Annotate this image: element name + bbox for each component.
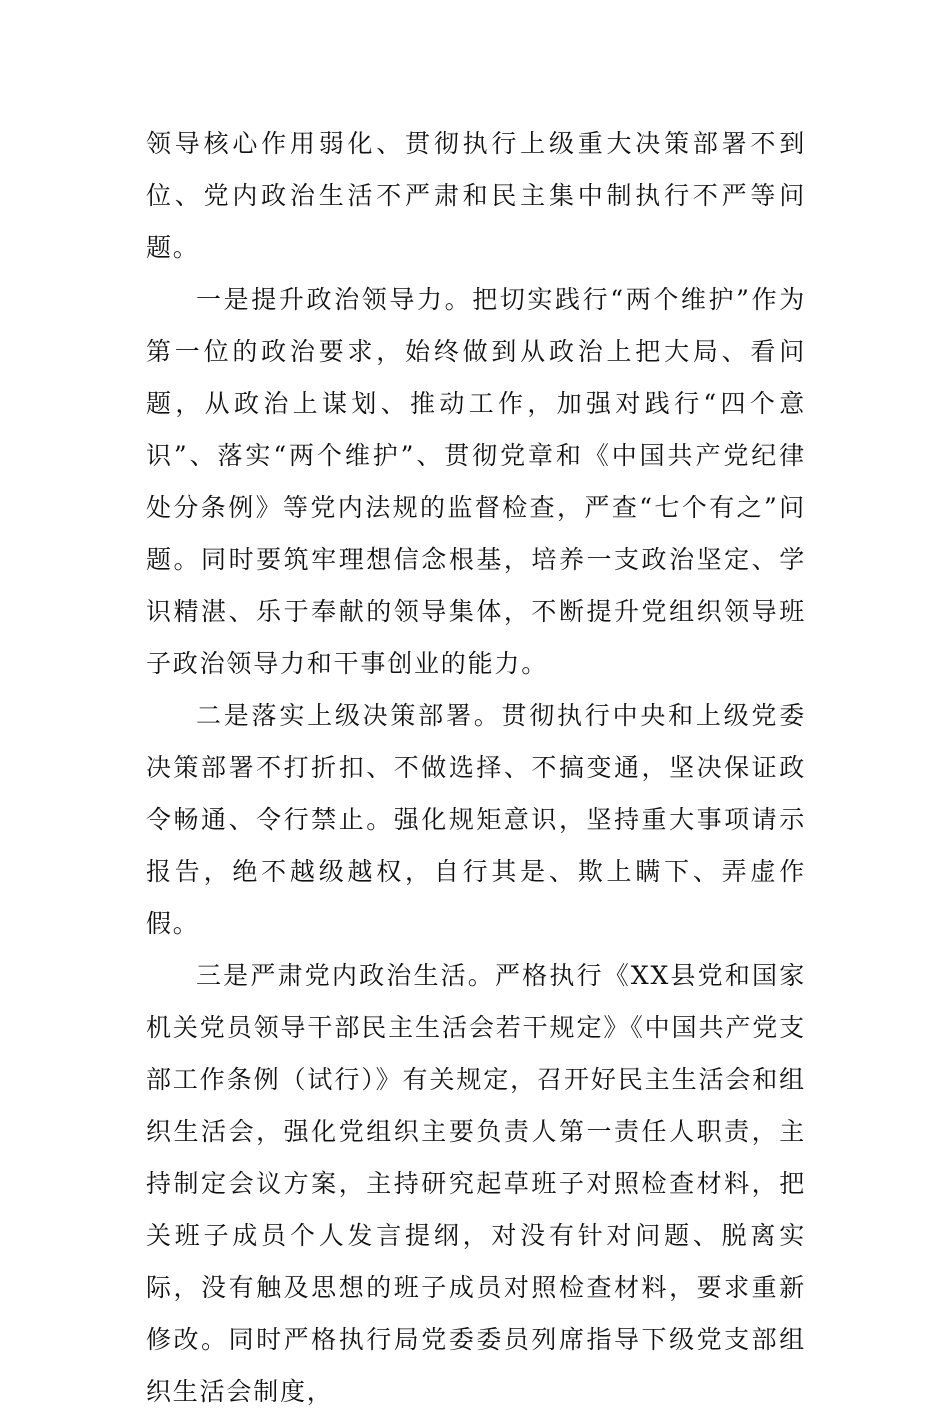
paragraph-implement-decisions: 二是落实上级决策部署。贯彻执行中央和上级党委决策部署不打折扣、不做选择、不搞变通，坚决保证政令畅通、令行禁止。强化规矩意识，坚持重大事项请示报告，绝不越级越权，自行其是、欺上瞒下、弄虚作假。 [146,701,806,938]
paragraph-continuation: 领导核心作用弱化、贯彻执行上级重大决策部署不到位、党内政治生活不严肃和民主集中制执行不严等问题。 [146,129,806,262]
paragraph-political-leadership: 一是提升政治领导力。把切实践行“两个维护”作为第一位的政治要求，始终做到从政治上把大局、看问题，从政治上谋划、推动工作，加强对践行“四个意识”、落实“两个维护”、贯彻党章和《中国共产党纪律处分条例》等党内法规的监督检查，严查“七个有之”问题。同时要筑牢理想信念根基，培养一支政治坚定、学识精湛、乐于奉献的领导集体，不断提升党组织领导班子政治领导力和干事创业的能力。 [146,285,806,678]
paragraph-party-political-life: 三是严肃党内政治生活。严格执行《XX县党和国家机关党员领导干部民主生活会若干规定》《中国共产党支部工作条例（试行）》有关规定，召开好民主生活会和组织生活会，强化党组织主要负责人第一责任人职责，主持制定会议方案，主持研究起草班子对照检查材料，把关班子成员个人发言提纲，对没有针对问题、脱离实际，没有触及思想的班子成员对照检查材料，要求重新修改。同时严格执行局党委委员列席指导下级党支部组织生活会制度， [146,961,806,1406]
document-body [146,118,806,1418]
